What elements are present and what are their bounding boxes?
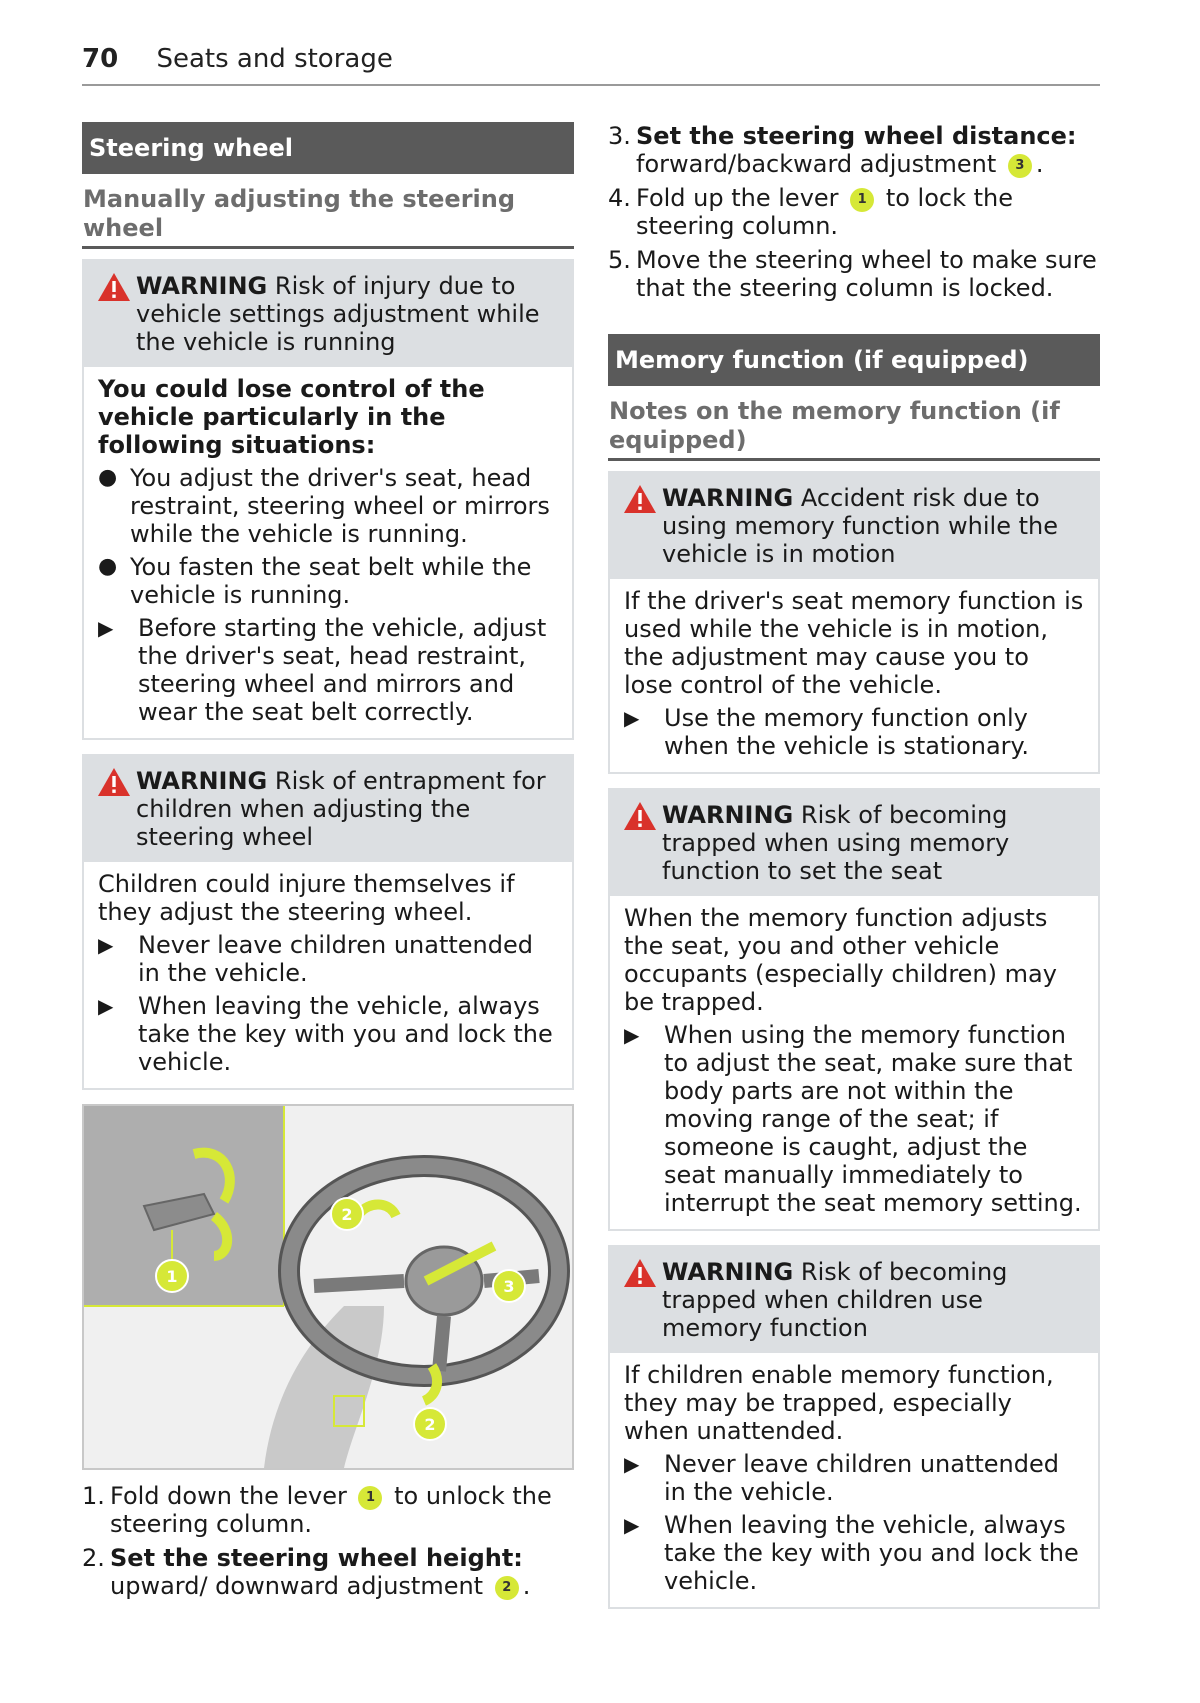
bullet-dot-icon: ● (98, 554, 118, 579)
section-title-steering-wheel: Steering wheel (82, 122, 574, 174)
step-text: Fold down the lever (110, 1482, 347, 1510)
action-text: Use the memory function only when the vehicle is stationary. (664, 704, 1029, 760)
warning-header (84, 261, 572, 367)
warning-box-injury (82, 259, 574, 740)
step-item (608, 246, 1100, 302)
step-item (608, 122, 1100, 178)
callout-label: 3 (503, 1277, 515, 1296)
warning-header (610, 790, 1098, 896)
warning-triangle-icon (96, 271, 132, 303)
warning-text: If children enable memory function, they may be trapped, especially when unattended. (624, 1361, 1054, 1445)
warning-triangle-icon (622, 800, 658, 832)
warning-header (84, 756, 572, 862)
subheading-manual-adjust: Manually adjusting the steering wheel (82, 174, 574, 249)
warning-title: Risk of entrapment for children when adjusting the steering wheel (136, 767, 546, 851)
step-number: 3. (608, 122, 631, 150)
action-arrow-icon: ▶ (98, 616, 114, 640)
action-text: When using the memory function to adjust the seat, make sure that body parts are not within the moving range of the seat; if someone is caught, adjust the seat manually immediately to interrupt the seat memory setting. (664, 1021, 1082, 1217)
step-text: . (1035, 150, 1044, 178)
warning-header (610, 1247, 1098, 1353)
warning-box-trapped-seat (608, 788, 1100, 1231)
warning-label: WARNING (136, 767, 268, 795)
step-bold-text: Set the steering wheel distance: (636, 122, 1077, 150)
action-arrow-icon: ▶ (624, 1023, 640, 1047)
step-number: 4. (608, 184, 631, 212)
step-number: 1. (82, 1482, 105, 1510)
warning-body (610, 579, 1098, 772)
callout-2-top (331, 1198, 363, 1230)
warning-title: Risk of injury due to vehicle settings adjustment while the vehicle is running (136, 272, 540, 356)
step-number: 2. (82, 1544, 105, 1572)
warning-triangle-icon (622, 1257, 658, 1289)
left-column (82, 122, 574, 1606)
action-arrow-icon: ▶ (624, 706, 640, 730)
step-item (82, 1482, 574, 1538)
callout-label: 2 (424, 1415, 436, 1434)
warning-title: Accident risk due to using memory function while the vehicle is in motion (662, 484, 1058, 568)
steps-list-right (608, 122, 1100, 302)
steering-wheel-drawing (84, 1106, 572, 1468)
warning-triangle-icon (96, 766, 132, 798)
warning-body (610, 896, 1098, 1229)
warning-text: Children could injure themselves if they adjust the steering wheel. (98, 870, 515, 926)
bullet-dot-icon: ● (98, 465, 118, 490)
steering-wheel-illustration (82, 1104, 574, 1470)
action-item (624, 704, 1084, 760)
callout-badge: 3 (1008, 154, 1032, 178)
action-text: When leaving the vehicle, always take the key with you and lock the vehicle. (138, 992, 553, 1076)
callout-badge: 1 (358, 1486, 382, 1510)
step-text: upward/ downward adjustment (110, 1572, 484, 1600)
action-item (624, 1021, 1084, 1217)
section-title-memory-function: Memory function (if equipped) (608, 334, 1100, 386)
action-item (98, 931, 558, 987)
warning-box-trapped-children (608, 1245, 1100, 1609)
step-item (82, 1544, 574, 1600)
bullet-item (98, 464, 558, 548)
callout-2-bottom (414, 1408, 446, 1440)
action-text: Before starting the vehicle, adjust the driver's seat, head restraint, steering wheel and mirrors and wear the seat belt correctly. (138, 614, 547, 726)
warning-box-accident (608, 471, 1100, 774)
action-text: Never leave children unattended in the vehicle. (664, 1450, 1060, 1506)
warning-title: Risk of becoming trapped when children use memory function (662, 1258, 1008, 1342)
action-item (98, 614, 558, 726)
callout-3 (493, 1270, 525, 1302)
callout-badge: 2 (495, 1576, 519, 1600)
warning-body (610, 1353, 1098, 1607)
page-number: 70 (82, 44, 119, 74)
page-header (82, 44, 1100, 86)
chapter-title: Seats and storage (156, 44, 393, 74)
warning-box-entrapment (82, 754, 574, 1090)
callout-1 (156, 1260, 188, 1292)
step-text: . (522, 1572, 531, 1600)
bullet-text: You fasten the seat belt while the vehicle is running. (130, 553, 532, 609)
subheading-memory-notes: Notes on the memory function (if equipped) (608, 386, 1100, 461)
step-text: Fold up the lever (636, 184, 839, 212)
step-text: Move the steering wheel to make sure that the steering column is locked. (636, 246, 1097, 302)
warning-lead: You could lose control of the vehicle particularly in the following situations: (98, 375, 485, 459)
action-item (624, 1450, 1084, 1506)
callout-label: 2 (341, 1205, 353, 1224)
step-text: to lock the steering column. (636, 184, 1013, 240)
step-number: 5. (608, 246, 631, 274)
warning-label: WARNING (662, 484, 794, 512)
warning-triangle-icon (622, 483, 658, 515)
step-text: forward/backward adjustment (636, 150, 997, 178)
steps-list-left (82, 1482, 574, 1600)
action-item (624, 1511, 1084, 1595)
warning-body (84, 367, 572, 738)
warning-text: If the driver's seat memory function is used while the vehicle is in motion, the adjustment may cause you to lose control of the vehicle. (624, 587, 1084, 699)
callout-label: 1 (166, 1267, 178, 1286)
action-arrow-icon: ▶ (624, 1452, 640, 1476)
warning-header (610, 473, 1098, 579)
action-item (98, 992, 558, 1076)
step-bold-text: Set the steering wheel height: (110, 1544, 523, 1572)
step-text: to unlock the steering column. (110, 1482, 552, 1538)
action-arrow-icon: ▶ (98, 933, 114, 957)
action-arrow-icon: ▶ (624, 1513, 640, 1537)
warning-text: When the memory function adjusts the seat, you and other vehicle occupants (especially children) may be trapped. (624, 904, 1057, 1016)
warning-label: WARNING (662, 1258, 794, 1286)
action-text: When leaving the vehicle, always take the key with you and lock the vehicle. (664, 1511, 1079, 1595)
step-item (608, 184, 1100, 240)
bullet-text: You adjust the driver's seat, head restraint, steering wheel or mirrors while the vehicle is running. (130, 464, 550, 548)
action-arrow-icon: ▶ (98, 994, 114, 1018)
warning-body (84, 862, 572, 1088)
right-column (608, 122, 1100, 1623)
callout-badge: 1 (850, 188, 874, 212)
bullet-item (98, 553, 558, 609)
warning-label: WARNING (662, 801, 794, 829)
warning-label: WARNING (136, 272, 268, 300)
warning-title: Risk of becoming trapped when using memory function to set the seat (662, 801, 1010, 885)
action-text: Never leave children unattended in the vehicle. (138, 931, 534, 987)
